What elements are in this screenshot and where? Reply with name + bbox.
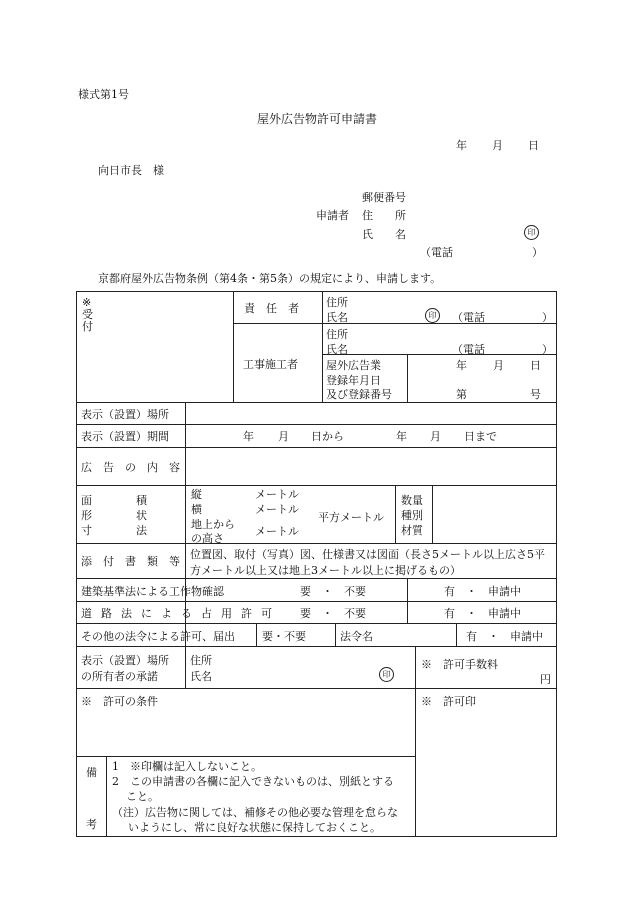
form-number: 様式第1号 [78,88,129,101]
area-unit: 平方メートル [318,511,384,524]
period-until-year: 年 [396,430,407,443]
owner-label-1: 表示（設置）場所 [81,654,169,667]
location-label: 表示（設置）場所 [81,408,169,421]
attachments-text-1: 位置図、取付（写真）図、仕様書又は図面（長さ5メートル以上広さ5平 [190,548,545,561]
contractor-address-label: 住所 [326,328,348,341]
period-label: 表示（設置）期間 [81,430,169,443]
responsible-phone-close: ） [542,311,553,324]
owner-label-2: の所有者の承諾 [81,670,158,683]
other-law-label: その他の法令による許可、届出 [81,630,235,643]
permit-seal-label: ※ 許可印 [421,695,476,708]
owner-address-label: 住所 [190,654,212,667]
other-law-status: 有 ・ 申請中 [466,630,543,643]
applicant-label: 申請者 [316,209,349,222]
date-year: 年 [456,139,467,152]
postal-code-label: 郵便番号 [362,191,406,204]
shape-label: 形 状 [81,509,147,522]
material-label: 材質 [401,524,423,537]
note-1: 1 ※印欄は記入しないこと。 [112,760,262,773]
registration-label-2: 登録年月日 [326,374,381,387]
building-law-required: 要 ・ 不要 [300,585,366,598]
vertical-label: 縦 [191,488,202,501]
statement: 京都府屋外広告物条例（第4条・第5条）の規定により、申請します。 [98,272,442,285]
applicant-phone-close: ） [532,246,543,259]
note-3b: いようにし、常に良好な状態に保持しておくこと。 [128,821,381,834]
contractor-name-label: 氏名 [326,343,348,356]
note-3a: （注）広告物に関しては、補修その他必要な管理を怠らな [112,806,398,819]
content-label: 広 告 の 内 容 [81,461,180,474]
horizontal-label: 横 [191,503,202,516]
receipt-mark: ※ [82,296,92,309]
form-title: 屋外広告物許可申請書 [257,112,378,126]
applicant-phone-open: （電話 [420,246,453,259]
contractor-phone-open: （電話 [452,343,485,356]
attachments-text-2: 方メートル以上又は地上3メートル以上に掲げるもの） [190,564,461,577]
registration-dai: 第 [456,388,467,401]
vertical-unit: メートル [255,488,299,501]
applicant-seal: 印 [524,225,539,240]
height-label-1: 地上から [191,518,235,531]
responsible-phone-open: （電話 [452,311,485,324]
owner-name-label: 氏名 [190,670,212,683]
contractor-phone-close: ） [542,343,553,356]
period-until-month: 月 [430,430,441,443]
registration-month: 月 [493,359,504,372]
road-law-status: 有 ・ 申請中 [444,607,521,620]
period-until-suffix: 日まで [464,430,497,443]
date-month: 月 [492,139,503,152]
responsible-label: 責 任 者 [244,302,299,315]
recipient: 向日市長 様 [98,164,164,177]
height-label-2: の高さ [191,532,224,545]
permit-conditions-label: ※ 許可の条件 [81,695,158,708]
height-unit: メートル [255,525,299,538]
other-law-name-label: 法令名 [340,630,373,643]
owner-seal: 印 [379,667,394,682]
building-law-label: 建築基準法による工作物確認 [81,585,224,598]
road-law-label: 道 路 法 に よ る 占 用 許 可 [81,607,271,620]
road-law-required: 要 ・ 不要 [300,607,366,620]
dims-label: 寸 法 [81,524,147,537]
responsible-seal: 印 [425,308,440,323]
area-label: 面 積 [81,494,147,507]
period-from-month: 月 [278,430,289,443]
horizontal-unit: メートル [255,503,299,516]
applicant-address-label: 住 所 [362,209,406,222]
permit-fee-yen: 円 [540,673,551,686]
receipt-label: 受 付 [82,308,93,333]
note-2b: こと。 [126,790,159,803]
registration-go: 号 [530,388,541,401]
registration-label-3: 及び登録番号 [326,388,392,401]
period-from-year: 年 [243,430,254,443]
attachments-label: 添 付 書 類 等 [81,555,180,568]
quantity-label: 数量 [401,494,423,507]
registration-day: 日 [530,359,541,372]
responsible-name-label: 氏名 [326,311,348,324]
registration-label-1: 屋外広告業 [326,359,381,372]
remarks-label-2: 考 [86,818,97,831]
period-from-suffix: 日から [311,430,344,443]
other-law-required: 要・不要 [262,630,306,643]
responsible-address-label: 住所 [326,296,348,309]
building-law-status: 有 ・ 申請中 [444,585,521,598]
registration-year: 年 [456,359,467,372]
remarks-label-1: 備 [86,766,97,779]
applicant-name-label: 氏 名 [362,228,406,241]
date-day: 日 [528,139,539,152]
kind-label: 種別 [401,509,423,522]
permit-fee-label: ※ 許可手数料 [421,658,498,671]
contractor-label: 工事施工者 [243,358,298,371]
note-2a: 2 この申請書の各欄に記入できないものは、別紙とする [112,775,394,788]
